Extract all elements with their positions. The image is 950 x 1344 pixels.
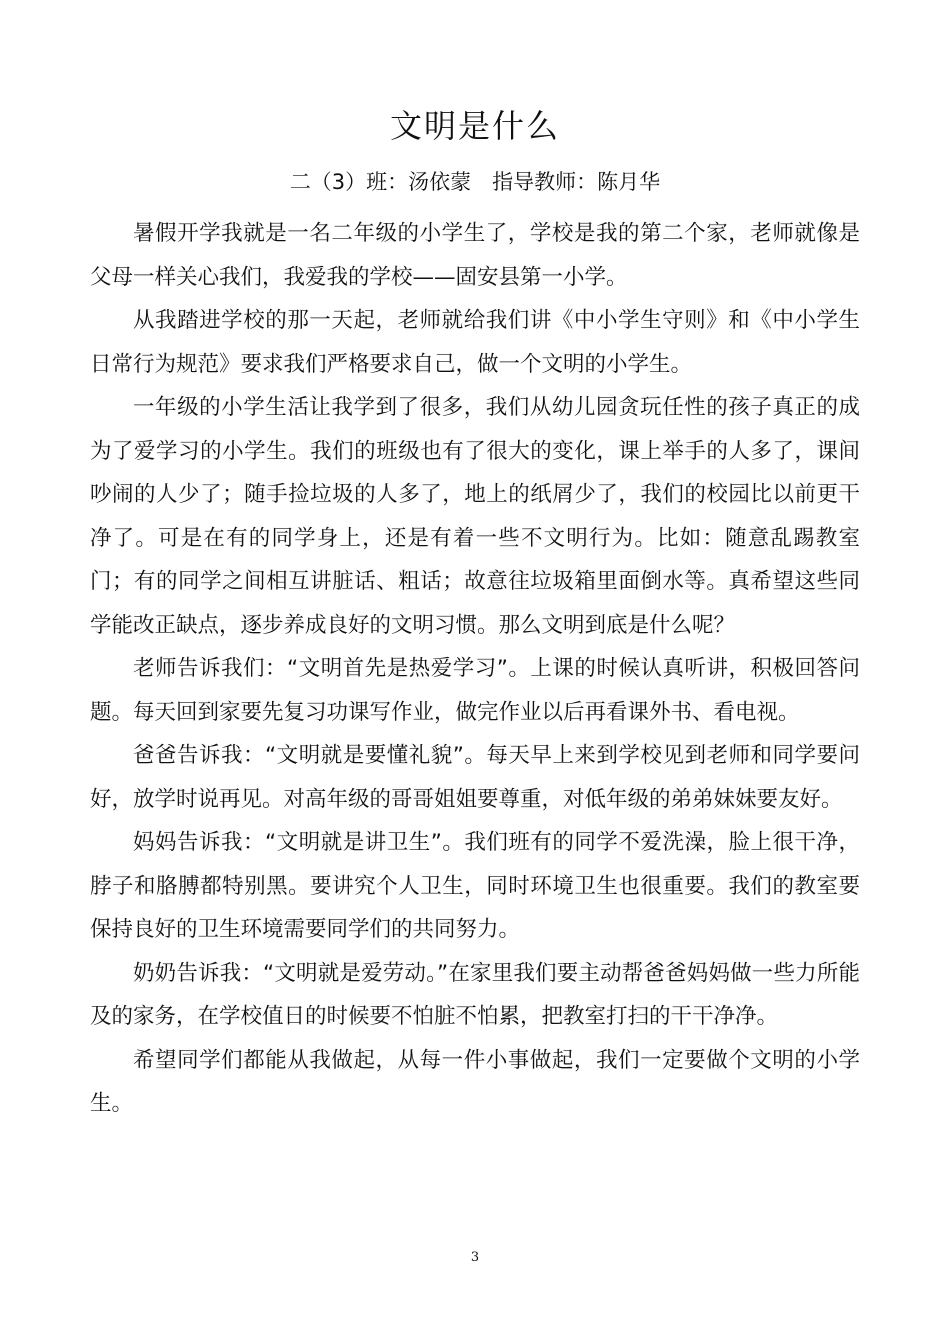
paragraph-7: 奶奶告诉我：“文明就是爱劳动。”在家里我们要主动帮爸爸妈妈做一些力所能及的家务，在学校值日的时候要不怕脏不怕累，把教室打扫的干干净净。 — [90, 960, 860, 1029]
document-title: 文明是什么 — [389, 107, 560, 145]
paragraph-3: 一年级的小学生活让我学到了很多，我们从幼儿园贪玩任性的孩子真正的成为了爱学习的小学生。我们的班级也有了很大的变化，课上举手的人多了，课间吵闹的人少了；随手捡垃圾的人多了，地上的纸屑少了，我们的校园比以前更干净了。可是在有的同学身上，还是有着一些不文明行为。比如：随意乱踢教室门；有的同学之间相互讲脏话、粗话；故意往垃圾箱里面倒水等。真希望这些同学能改正缺点，逐步养成良好的文明习惯。那么文明到底是什么呢？ — [90, 395, 860, 638]
paragraph-6: 妈妈告诉我：“文明就是讲卫生”。我们班有的同学不爱洗澡，脸上很干净，脖子和胳膊都特别黑。要讲究个人卫生，同时环境卫生也很重要。我们的教室要保持良好的卫生环境需要同学们的共同努力。 — [90, 830, 860, 942]
paragraph-5: 爸爸告诉我：“文明就是要懂礼貌”。每天早上来到学校见到老师和同学要问好，放学时说再见。对高年级的哥哥姐姐要尊重，对低年级的弟弟妹妹要友好。 — [90, 743, 860, 812]
paragraph-2: 从我踏进学校的那一天起，老师就给我们讲《中小学生守则》和《中小学生日常行为规范》要求我们严格要求自己，做一个文明的小学生。 — [90, 308, 860, 377]
author-byline: 二（3）班：汤依蒙 指导教师：陈月华 — [289, 170, 661, 194]
page-number: 3 — [470, 1250, 480, 1265]
paragraph-8: 希望同学们都能从我做起，从每一件小事做起，我们一定要做个文明的小学生。 — [90, 1047, 860, 1116]
paragraph-4: 老师告诉我们：“文明首先是热爱学习”。上课的时候认真听讲，积极回答问题。每天回到家要先复习功课写作业，做完作业以后再看课外书、看电视。 — [90, 656, 860, 725]
paragraph-1: 暑假开学我就是一名二年级的小学生了，学校是我的第二个家，老师就像是父母一样关心我们，我爱我的学校——固安县第一小学。 — [90, 221, 860, 290]
essay-body — [90, 212, 860, 1126]
